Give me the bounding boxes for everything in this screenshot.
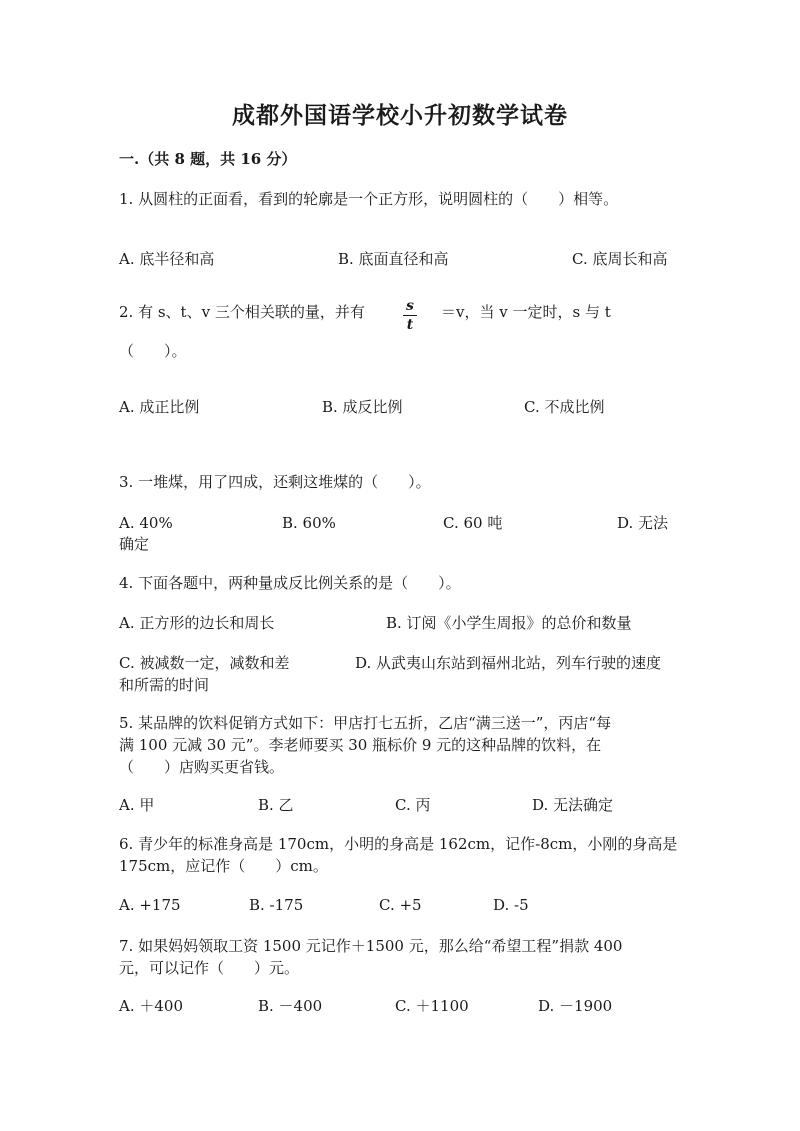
question-3-option-d-continued: 确定: [119, 535, 150, 553]
question-1-stem: 1. 从圆柱的正面看，看到的轮廓是一个正方形，说明圆柱的（ ）相等。: [119, 190, 619, 208]
question-3-stem: 3. 一堆煤，用了四成，还剩这堆煤的（ ）。: [119, 473, 431, 491]
question-7-option-d: D. －1900: [538, 997, 613, 1015]
question-7-option-c: C. ＋1100: [395, 997, 469, 1015]
question-6-stem-line1: 6. 青少年的标准身高是 170cm，小明的身高是 162cm，记作-8cm，小刚的身高是: [119, 835, 678, 853]
question-5-option-c: C. 丙: [395, 796, 431, 814]
question-7-option-b: B. －400: [258, 997, 323, 1015]
question-6-stem-line2: 175cm，应记作（ ）cm。: [119, 857, 328, 875]
question-3-option-a: A. 40%: [119, 514, 173, 532]
question-5-option-d: D. 无法确定: [532, 796, 614, 814]
question-5-option-b: B. 乙: [258, 796, 294, 814]
question-4-option-a: A. 正方形的边长和周长: [119, 614, 275, 632]
question-6-option-c: C. +5: [379, 896, 422, 914]
question-5-option-a: A. 甲: [119, 796, 155, 814]
question-5-stem-line1: 5. 某品牌的饮料促销方式如下：甲店打七五折，乙店“满三送一”，丙店“每: [119, 714, 612, 732]
question-2-option-b: B. 成反比例: [322, 398, 403, 416]
question-6-option-b: B. -175: [249, 896, 304, 914]
page-title: 成都外国语学校小升初数学试卷: [232, 102, 568, 129]
question-2-stem-start: 2. 有 s、t、v 三个相关联的量，并有: [119, 303, 365, 321]
question-2-stem-end: ＝v，当 v 一定时，s 与 t: [441, 303, 611, 321]
question-2-option-c: C. 不成比例: [524, 398, 605, 416]
question-2-option-a: A. 成正比例: [119, 398, 200, 416]
question-4-stem: 4. 下面各题中，两种量成反比例关系的是（ ）。: [119, 574, 461, 592]
question-1-option-a: A. 底半径和高: [119, 250, 215, 268]
question-3-option-d: D. 无法: [617, 514, 669, 532]
question-4-option-d: D. 从武夷山东站到福州北站，列车行驶的速度: [355, 654, 662, 672]
question-4-option-b: B. 订阅《小学生周报》的总价和数量: [386, 614, 632, 632]
fraction-numerator: s: [406, 298, 414, 314]
fraction-denominator: t: [406, 317, 414, 333]
question-1-option-b: B. 底面直径和高: [338, 250, 449, 268]
question-1-option-c: C. 底周长和高: [572, 250, 668, 268]
question-3-option-b: B. 60%: [282, 514, 336, 532]
question-7-stem-line2: 元，可以记作（ ）元。: [119, 959, 300, 977]
question-5-stem-line2: 满 100 元减 30 元”。李老师要买 30 瓶标价 9 元的这种品牌的饮料，在: [119, 736, 602, 754]
question-4-option-d-continued: 和所需的时间: [119, 676, 210, 694]
question-7-stem-line1: 7. 如果妈妈领取工资 1500 元记作＋1500 元，那么给“希望工程”捐款 400: [119, 937, 623, 955]
question-7-option-a: A. ＋400: [119, 997, 183, 1015]
question-6-option-d: D. -5: [493, 896, 529, 914]
question-5-stem-line3: （ ）店购买更省钱。: [119, 758, 285, 776]
s-over-t-fraction: [400, 298, 420, 333]
question-6-option-a: A. +175: [119, 896, 181, 914]
section-heading: 一.（共 8 题，共 16 分）: [119, 150, 297, 168]
question-4-option-c: C. 被减数一定，减数和差: [119, 654, 290, 672]
question-3-option-c: C. 60 吨: [443, 514, 503, 532]
question-2-stem-line2: （ ）。: [119, 342, 187, 360]
fraction-bar: [403, 315, 417, 316]
